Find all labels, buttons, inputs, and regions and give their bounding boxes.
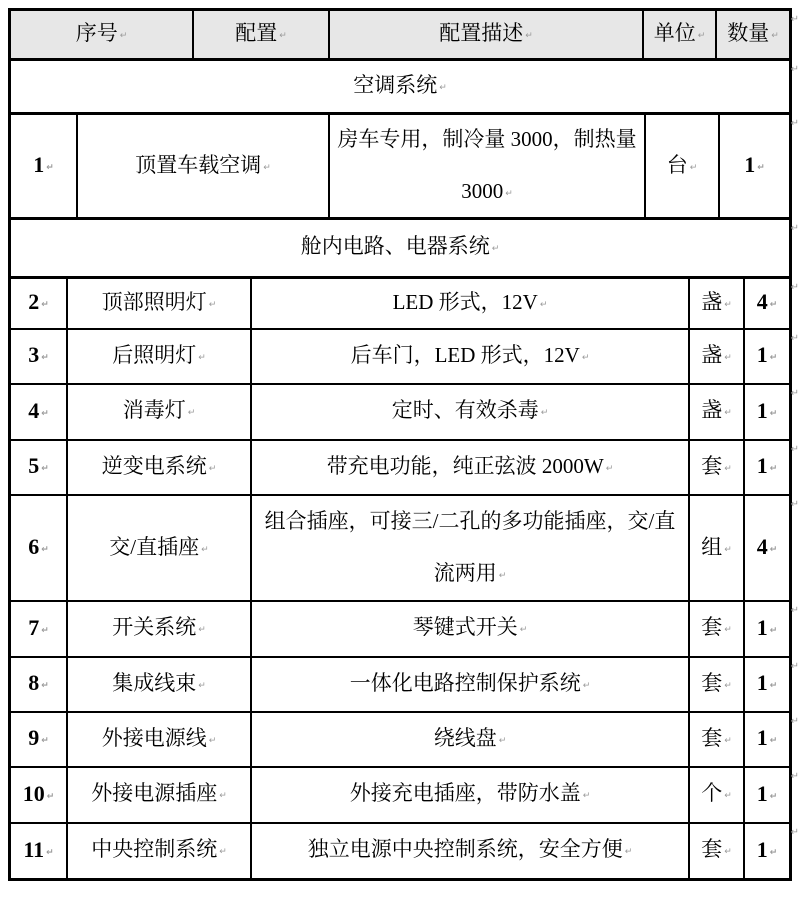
table-row: [11, 276, 789, 328]
configuration-table-document: [8, 8, 792, 881]
row-unit: 组 ↵: [690, 496, 745, 600]
row-unit: 台 ↵: [646, 115, 720, 217]
row-configuration: 外接电源插座 ↵: [68, 768, 252, 822]
row-serial-number: 5 ↵: [11, 441, 68, 494]
row-unit: 盏 ↵: [690, 279, 745, 328]
header-configuration: 配置 ↵: [194, 11, 330, 58]
row-unit: 盏 ↵: [690, 330, 745, 383]
section-title-row-air-conditioning: [11, 58, 789, 112]
table-row: [11, 112, 789, 217]
section-title: 空调系统 ↵: [11, 61, 789, 112]
section-title: 舱内电路、电器系统 ↵: [11, 220, 789, 276]
row-serial-number: 3 ↵: [11, 330, 68, 383]
row-quantity: 1 ↵: [745, 713, 789, 766]
row-unit: 个 ↵: [690, 768, 745, 822]
header-unit: 单位 ↵: [644, 11, 717, 58]
row-quantity: 1 ↵: [745, 602, 789, 656]
table-row: [11, 656, 789, 711]
row-configuration: 交/直插座 ↵: [68, 496, 252, 600]
row-serial-number: 2 ↵: [11, 279, 68, 328]
row-unit: 套 ↵: [690, 602, 745, 656]
section-title-row-cabin-electrical: [11, 217, 789, 276]
row-quantity: 1 ↵: [745, 658, 789, 711]
table-header-row: [11, 11, 789, 58]
row-configuration: 顶置车载空调 ↵: [78, 115, 330, 217]
header-serial-number: 序号 ↵: [11, 11, 194, 58]
row-serial-number: 6 ↵: [11, 496, 68, 600]
configuration-table: [8, 8, 792, 881]
row-configuration: 外接电源线 ↵: [68, 713, 252, 766]
row-configuration: 逆变电系统 ↵: [68, 441, 252, 494]
row-serial-number: 10 ↵: [11, 768, 68, 822]
row-description: LED 形式，12V ↵: [252, 279, 690, 328]
table-row: [11, 328, 789, 383]
table-row: [11, 711, 789, 766]
row-description: 独立电源中央控制系统，安全方便 ↵: [252, 824, 690, 878]
row-description: 琴键式开关 ↵: [252, 602, 690, 656]
row-description: 定时、有效杀毒 ↵: [252, 385, 690, 439]
row-unit: 套 ↵: [690, 713, 745, 766]
table-row: [11, 383, 789, 439]
row-quantity: 1 ↵: [745, 768, 789, 822]
row-description: 绕线盘 ↵: [252, 713, 690, 766]
row-unit: 盏 ↵: [690, 385, 745, 439]
row-quantity: 1 ↵: [720, 115, 789, 217]
table-row: [11, 600, 789, 656]
row-description: 带充电功能，纯正弦波 2000W ↵: [252, 441, 690, 494]
table-row: [11, 766, 789, 822]
table-row: [11, 439, 789, 494]
row-unit: 套 ↵: [690, 658, 745, 711]
row-quantity: 4 ↵: [745, 279, 789, 328]
row-quantity: 1 ↵: [745, 385, 789, 439]
header-quantity: 数量 ↵: [717, 11, 789, 58]
row-configuration: 集成线束 ↵: [68, 658, 252, 711]
row-quantity: 1 ↵: [745, 824, 789, 878]
row-quantity: 1 ↵: [745, 441, 789, 494]
row-quantity: 1 ↵: [745, 330, 789, 383]
row-serial-number: 8 ↵: [11, 658, 68, 711]
row-serial-number: 11 ↵: [11, 824, 68, 878]
row-description: 后车门，LED 形式，12V ↵: [252, 330, 690, 383]
row-unit: 套 ↵: [690, 441, 745, 494]
table-row: [11, 494, 789, 600]
row-description: 外接充电插座，带防水盖 ↵: [252, 768, 690, 822]
table-row: [11, 822, 789, 878]
row-serial-number: 7 ↵: [11, 602, 68, 656]
row-serial-number: 4 ↵: [11, 385, 68, 439]
row-description: 一体化电路控制保护系统 ↵: [252, 658, 690, 711]
row-configuration: 后照明灯 ↵: [68, 330, 252, 383]
row-description: 组合插座，可接三/二孔的多功能插座，交/直流两用 ↵: [252, 496, 690, 600]
row-configuration: 中央控制系统 ↵: [68, 824, 252, 878]
row-description: 房车专用，制冷量 3000，制热量 3000 ↵: [330, 115, 646, 217]
row-serial-number: 1 ↵: [11, 115, 78, 217]
row-serial-number: 9 ↵: [11, 713, 68, 766]
row-configuration: 消毒灯 ↵: [68, 385, 252, 439]
row-configuration: 顶部照明灯 ↵: [68, 279, 252, 328]
header-configuration-description: 配置描述 ↵: [330, 11, 644, 58]
row-configuration: 开关系统 ↵: [68, 602, 252, 656]
row-unit: 套 ↵: [690, 824, 745, 878]
row-quantity: 4 ↵: [745, 496, 789, 600]
